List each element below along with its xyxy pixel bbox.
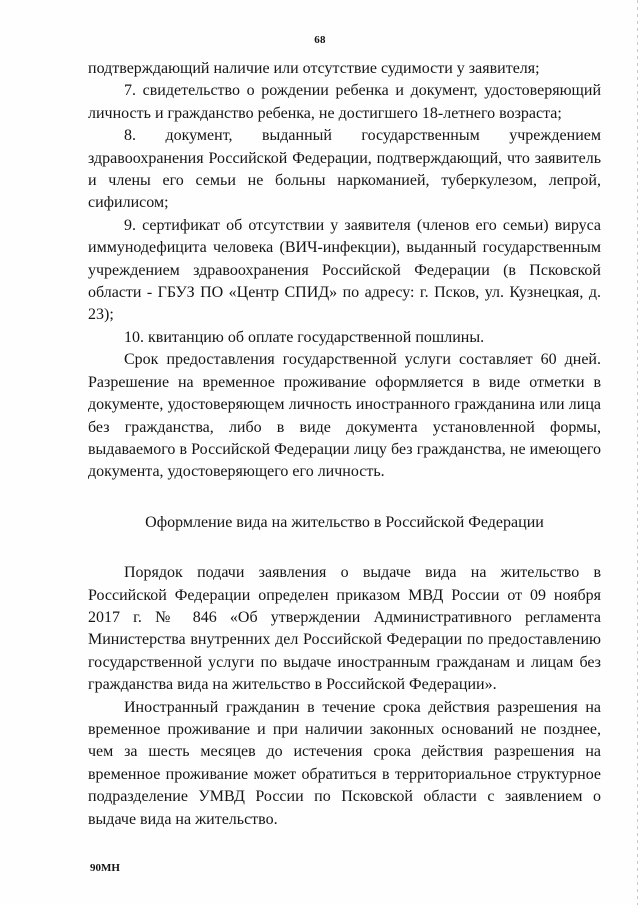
paragraph-criminal-record-continuation: подтверждающий наличие или отсутствие судимости у заявителя; bbox=[88, 60, 540, 77]
list-item-9: 9. сертификат об отсутствии у заявителя (членов его семьи) вируса иммунодефицита человека (ВИЧ-инфекции), выданный государственным учреждением здравоохранения Российской Федерации (в Псковской области - ГБУЗ ПО «Центр СПИД» по адресу: г. Псков, ул. Кузнецкая, д. 23); bbox=[88, 216, 601, 324]
footer-code: 90МН bbox=[90, 862, 120, 874]
page-number: 68 bbox=[314, 34, 326, 46]
paragraph-service-term: Срок предоставления государственной услуги составляет 60 дней. Разрешение на временное проживание оформляется в виде отметки в документе, удостоверяющем личность иностранного гражданина или лица без гражданства, либо в виде документа установленной формы, выдаваемого в Российской Федерации лицу без гражданства, не имеющего документа, удостоверяющего его личность. bbox=[88, 351, 601, 481]
list-item-8: 8. документ, выданный государственным учреждением здравоохранения Российской Федерации, подтверждающий, что заявитель и члены его семьи не больны наркоманией, туберкулезом, лепрой, сифилисом; bbox=[88, 127, 601, 212]
section-heading: Оформление вида на жительство в Российской Федерации bbox=[145, 513, 544, 531]
paragraph-procedure: Порядок подачи заявления о выдаче вида на жительство в Российской Федерации определен приказом МВД России от 09 ноября 2017 г. № 846 «Об утверждении Административного регламента Министерства внутренних дел Российской Федерации по предоставлению государственной услуги по выдаче иностранным гражданам и лицам без гражданства вида на жительство в Российской Федерации». bbox=[88, 564, 601, 694]
paragraph-foreign-citizen: Иностранный гражданин в течение срока действия разрешения на временное проживание и при наличии законных оснований не позднее, чем за шесть месяцев до истечения срока действия разрешения на временное проживание может обратиться в территориальное структурное подразделение УМВД России по Псковской области с заявлением о выдаче вида на жительство. bbox=[88, 698, 601, 828]
list-item-7: 7. свидетельство о рождении ребенка и документ, удостоверяющий личность и гражданство ребенка, не достигшего 18-летнего возраста; bbox=[88, 82, 601, 122]
scan-edge bbox=[637, 0, 638, 905]
list-item-10: 10. квитанцию об оплате государственной пошлины. bbox=[124, 328, 485, 346]
document-body bbox=[88, 58, 601, 831]
